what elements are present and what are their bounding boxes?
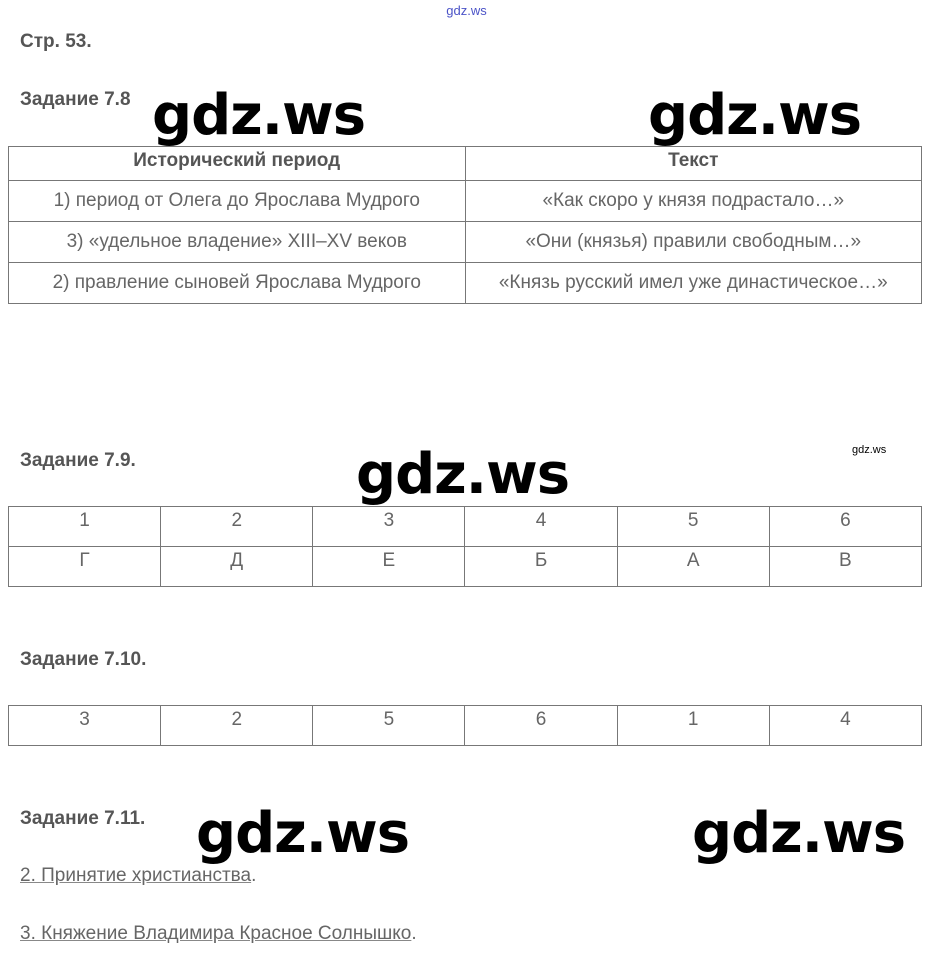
table-row: [9, 547, 922, 587]
period-cell: 3) «удельное владение» XIII–XV веков: [9, 222, 466, 263]
letter-cell: Д: [161, 547, 313, 587]
letter-cell: А: [617, 547, 769, 587]
number-cell: 6: [769, 507, 921, 547]
answer-line-1: [20, 865, 256, 887]
text-cell: «Они (князья) правили свободным…»: [465, 222, 922, 263]
task-7-10-table: [8, 705, 922, 746]
answer-line-2: [20, 923, 417, 945]
value-cell: 1: [617, 706, 769, 746]
task-7-11-heading: Задание 7.11.: [20, 808, 146, 829]
number-cell: 1: [9, 507, 161, 547]
task-7-9-heading: Задание 7.9.: [20, 450, 136, 471]
table-row: [9, 222, 922, 263]
watermark-text: gdz.ws: [152, 83, 366, 148]
watermark-text: gdz.ws: [356, 442, 570, 507]
table-header-row: [9, 147, 922, 181]
watermark-text: gdz.ws: [692, 801, 906, 866]
period-mark: .: [251, 865, 257, 886]
number-cell: 5: [617, 507, 769, 547]
value-cell: 4: [769, 706, 921, 746]
top-watermark: gdz.ws: [446, 3, 487, 18]
task-7-8-table: [8, 146, 922, 304]
column-header-text: Текст: [465, 147, 922, 181]
value-cell: 3: [9, 706, 161, 746]
table-row: [9, 263, 922, 304]
period-cell: 1) период от Олега до Ярослава Мудрого: [9, 181, 466, 222]
number-cell: 3: [313, 507, 465, 547]
letter-cell: В: [769, 547, 921, 587]
task-7-8-heading: Задание 7.8: [20, 89, 131, 110]
watermark-text: gdz.ws: [648, 83, 862, 148]
value-cell: 2: [161, 706, 313, 746]
watermark-text: gdz.ws: [196, 801, 410, 866]
number-cell: 4: [465, 507, 617, 547]
number-cell: 2: [161, 507, 313, 547]
letter-cell: Е: [313, 547, 465, 587]
table-row: [9, 507, 922, 547]
letter-cell: Г: [9, 547, 161, 587]
value-cell: 5: [313, 706, 465, 746]
text-cell: «Как скоро у князя подрастало…»: [465, 181, 922, 222]
column-header-period: Исторический период: [9, 147, 466, 181]
task-7-9-table: [8, 506, 922, 587]
page-label: Стр. 53.: [20, 31, 92, 52]
answer-item-link[interactable]: 3. Княжение Владимира Красное Солнышко: [20, 923, 412, 944]
watermark-small-text: gdz.ws: [852, 444, 887, 456]
text-cell: «Князь русский имел уже династическое…»: [465, 263, 922, 304]
period-cell: 2) правление сыновей Ярослава Мудрого: [9, 263, 466, 304]
table-row: [9, 181, 922, 222]
letter-cell: Б: [465, 547, 617, 587]
value-cell: 6: [465, 706, 617, 746]
period-mark: .: [411, 923, 417, 944]
task-7-10-heading: Задание 7.10.: [20, 649, 147, 670]
answer-item-link[interactable]: 2. Принятие христианства: [20, 865, 252, 886]
table-row: [9, 706, 922, 746]
